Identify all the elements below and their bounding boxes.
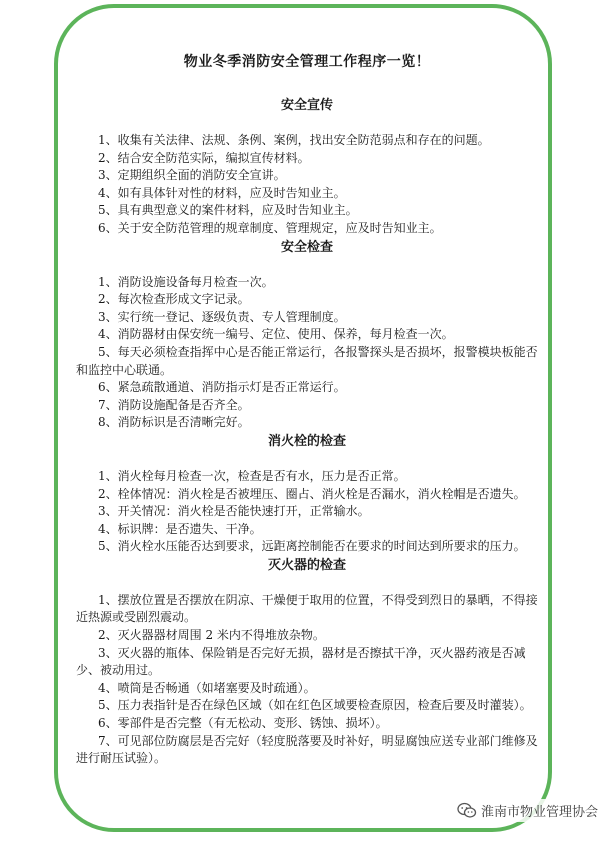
list-item: 3、灭火器的瓶体、保险销是否完好无损，器材是否擦拭干净，灭火器药液是否减少、被动用过。 [76, 645, 526, 678]
section-heading: 灭火器的检查 [267, 557, 346, 573]
list-item: 2、结合安全防范实际，编拟宣传材料。 [98, 150, 310, 165]
source-watermark [453, 799, 602, 822]
list-item: 4、消防器材由保安统一编号、定位、使用、保养，每月检查一次。 [98, 327, 454, 342]
list-item: 3、开关情况：消火栓是否能快速打开，正常输水。 [98, 504, 370, 519]
list-item: 5、压力表指针是否在绿色区域（如在红色区域要检查原因，检查后要及时灌装）。 [98, 698, 532, 713]
list-item: 5、具有典型意义的案件材料，应及时告知业主。 [98, 203, 358, 218]
list-item: 4、如有具体针对性的材料，应及时告知业主。 [98, 185, 346, 200]
list-item: 5、每天必须检查指挥中心是否能正常运行，各报警探头是否损坏，报警模块板能否和监控中心联通。 [76, 344, 538, 377]
list-item: 3、实行统一登记、逐级负责、专人管理制度。 [98, 309, 346, 324]
list-item: 1、消防设施设备每月检查一次。 [98, 274, 274, 289]
section-heading: 安全检查 [280, 239, 333, 255]
list-item: 6、关于安全防范管理的规章制度、管理规定，应及时告知业主。 [98, 220, 442, 235]
section-heading: 安全宣传 [280, 98, 333, 113]
list-item: 6、紧急疏散通道、消防指示灯是否正常运行。 [98, 380, 346, 395]
list-item: 6、零部件是否完整（有无松动、变形、锈蚀、损坏）。 [98, 716, 388, 731]
wechat-icon [457, 802, 477, 819]
list-item: 8、消防标识是否清晰完好。 [98, 415, 250, 430]
list-item: 1、摆放位置是否摆放在阴凉、干燥便于取用的位置，不得受到烈日的暴晒，不得接近热源或受剧烈震动。 [76, 592, 538, 625]
section-extinguisher-check [76, 556, 538, 768]
document-body [76, 50, 538, 768]
watermark-text: 淮南市物业管理协会 [480, 805, 598, 820]
list-item: 4、喷筒是否畅通（如堵塞要及时疏通）。 [98, 680, 316, 695]
section-hydrant-check [76, 432, 538, 556]
list-item: 5、消火栓水压能否达到要求，远距离控制能否在要求的时间达到所要求的压力。 [98, 539, 526, 554]
list-item: 7、可见部位防腐层是否完好（轻度脱落要及时补好，明显腐蚀应送专业部门维修及进行耐压试验）。 [76, 733, 538, 766]
section-publicity [76, 96, 538, 238]
list-item: 7、消防设施配备是否齐全。 [98, 397, 250, 412]
list-item: 1、消火栓每月检查一次，检查是否有水，压力是否正常。 [98, 468, 406, 483]
section-inspection [76, 238, 538, 432]
list-item: 2、灭火器器材周围 2 米内不得堆放杂物。 [98, 628, 325, 643]
list-item: 2、每次检查形成文字记录。 [98, 292, 250, 307]
list-item: 4、标识牌：是否遗失、干净。 [98, 521, 262, 536]
list-item: 2、栓体情况：消火栓是否被埋压、圈占、消火栓是否漏水，消火栓帽是否遗失。 [98, 486, 526, 501]
document-title: 物业冬季消防安全管理工作程序一览！ [183, 54, 431, 70]
list-item: 3、定期组织全面的消防安全宣讲。 [98, 168, 286, 183]
section-heading: 消火栓的检查 [267, 433, 346, 449]
list-item: 1、收集有关法律、法规、条例、案例，找出安全防范弱点和存在的问题。 [98, 133, 490, 147]
